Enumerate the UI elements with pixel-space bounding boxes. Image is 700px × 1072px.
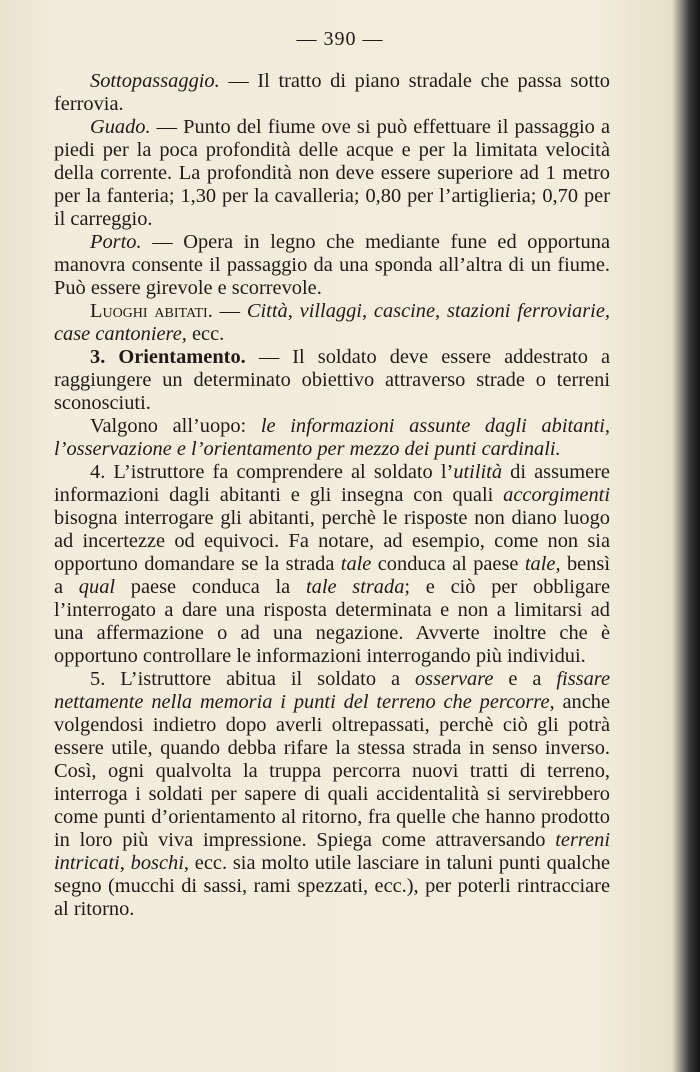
page-number: — 390 — — [296, 28, 384, 50]
italic-run: qual — [78, 576, 116, 598]
italic-run: utilità — [453, 461, 503, 483]
text-run: 4. L’istruttore fa comprendere al soldato l’ — [90, 461, 454, 483]
dash: — — [212, 300, 247, 322]
text-run: ecc. — [186, 323, 225, 345]
text-run: bisogna interrogare gli abitanti, perchè le risposte non diano luogo ad incertezze od equivoci. Fa notare, ad esempio, come non sia opportuno domandare se la strada — [54, 507, 610, 575]
paragraph-4 — [54, 461, 610, 668]
text-run: Valgono all’uopo: — [90, 415, 261, 437]
text-run: 5. L’istruttore abitua il soldato a — [90, 668, 415, 690]
term: Porto. — [90, 231, 142, 253]
text-run: — Il soldato deve essere addestrato a raggiungere un determinato obiettivo attraverso strade o terreni sconosciuti. — [54, 346, 611, 414]
text-run: di assumere informazioni dagli abitanti e gli insegna con quali — [54, 461, 610, 506]
term: Luoghi abitati. — [90, 300, 213, 322]
italic-run: le informazioni assunte dagli abitanti, l’osservazione e l’orientamento per mezzo dei punti cardinali. — [54, 415, 610, 460]
italic-list: Città, villaggi, cascine, stazioni ferroviarie, case cantoniere, — [54, 300, 610, 345]
term: Guado. — [90, 116, 151, 138]
term: Sottopassaggio. — [90, 70, 220, 92]
paragraph-porto — [54, 231, 610, 300]
italic-run: tale strada — [305, 576, 405, 598]
text-run: conduca al paese — [371, 553, 525, 575]
definition: — Opera in legno che mediante fune ed opportuna manovra consente il passaggio da una sponda all’altra di un fiume. Può essere girevole e scorrevole. — [54, 231, 610, 299]
text-run: ecc. sia molto utile lasciare in taluni punti qualche segno (mucchi di sassi, rami spezzati, ecc.), per poterli rintracciare al ritorno. — [54, 852, 610, 920]
section-heading: 3. Orientamento. — [90, 346, 246, 368]
paragraph-valgono — [54, 415, 610, 461]
italic-run: accorgimenti — [503, 484, 610, 506]
italic-run: osservare — [414, 668, 494, 690]
body-text — [54, 70, 610, 921]
italic-run: tale — [340, 553, 372, 575]
definition: — Punto del fiume ove si può effettuare il passaggio a piedi per la poca profondità delle acque e per la limitata velocità della corrente. La profondità non deve essere superiore ad 1 metro per la fanteria; 1,30 per la cavalleria; 0,80 per l’artiglieria; 0,70 per il carreggio. — [54, 116, 610, 230]
italic-run: terreni intricati, boschi, — [54, 829, 610, 874]
text-run: ; e ciò per obbligare l’interrogato a dare una risposta determinata e non a limitarsi ad una affermazione o ad una negazione. Avverte inoltre che è opportuno controllare le informazioni interrogando più individui. — [54, 576, 611, 667]
text-run: bensì a — [54, 553, 610, 598]
paragraph-luoghi-abitati — [54, 300, 610, 346]
definition: — Il tratto di piano stradale che passa sotto ferrovia. — [54, 70, 610, 115]
text-run: anche volgendosi indietro dopo averli oltrepassati, perchè ciò gli potrà essere utile, quando debba rifare la stessa strada in senso inverso. Così, ogni qualvolta la truppa percorra nuovi tratti di terreno, interroga i soldati per sapere di quali accidentalità si servirebbero come punti d’orientamento al ritorno, fra quelle che hanno prodotto in loro più viva impressione. Spiega come attraversando — [54, 691, 610, 851]
paragraph-guado — [54, 116, 610, 231]
text-run: paese conduca la — [115, 576, 306, 598]
paragraph-sottopassaggio — [54, 70, 610, 116]
paragraph-5 — [54, 668, 610, 921]
italic-run: fissare nettamente nella memoria i punti del terreno che percorre, — [54, 668, 610, 713]
italic-run: tale, — [524, 553, 561, 575]
text-run: e a — [493, 668, 557, 690]
paragraph-orientamento — [54, 346, 610, 415]
